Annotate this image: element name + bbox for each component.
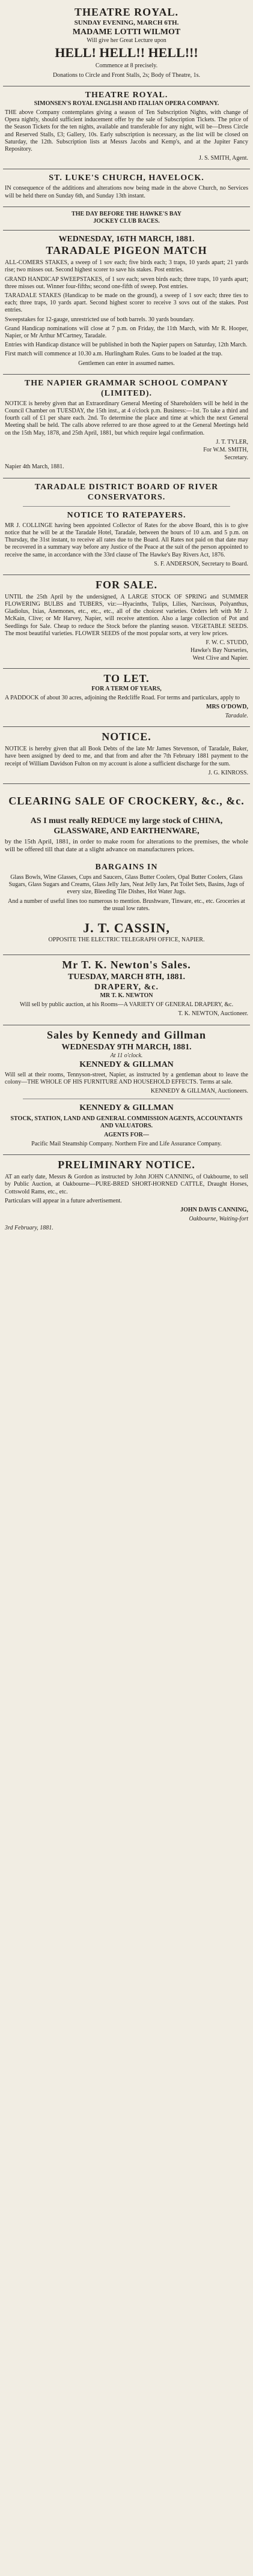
ad-signature: T. K. NEWTON, Auctioneer. — [178, 1010, 248, 1018]
sale-time: At 11 o'clock. — [110, 1052, 143, 1059]
lecture-line: Will give her Great Lecture upon — [87, 37, 166, 44]
sweepstake-rule: Sweepstakes for 12-gauge, unrestricted use of both barrels. 30 yards boundary. — [5, 316, 195, 323]
ad-body: NOTICE is hereby given that all Book Debts of the late Mr James Stevenson, of Taradale, Baker, have been assigned by deed to me, and that from and after the 7th February 1881 payment to the receipt of William Davidson Fulton on my account is alone a sufficient discharge for the sum. — [5, 746, 248, 767]
ad-body: MR J. COLLINGE having been appointed Collector of Rates for the above Board, this is to give notice that he will be at the Taradale Hotel, Taradale, between the hours of 10 a.m. and 5 p.m. on Thursday, the 31st instant, to receive all rates due to the Board. All Rates not paid on that date may be recovered in a summary way before any Justice of the Peace at the suit of the person appointed to receive the same, in accordance with the 33rd clause of The Hawke's Bay Rivers Act, 1876. — [5, 522, 248, 558]
sig-line-1: F. W. C. STUDD, — [206, 639, 248, 646]
ad-header: TARADALE DISTRICT BOARD OF RIVER CONSERVATORS. — [34, 482, 219, 502]
ad-header: THEATRE ROYAL. — [85, 90, 168, 100]
particulars: Particulars will appear in a future advertisement. — [5, 1197, 122, 1204]
sale-title: DRAPERY, &c. — [94, 982, 159, 992]
ad-header: Sales by Kennedy and Gillman — [46, 1028, 207, 1041]
nominations: Grand Handicap nominations will close at 7 p.m. on Friday, the 11th March, with Mr R. Hooper, Napier, or Mr Arthur M'Cartney, Taradale. — [5, 325, 248, 339]
notice-date: Napier 4th March, 1881. — [5, 463, 64, 471]
divider — [23, 506, 230, 507]
church-notice-ad — [3, 169, 250, 207]
for-sale-ad — [3, 575, 250, 669]
ad-place: Oakbourne, Waiting-fort — [189, 1216, 248, 1223]
auctioneer-name: MR T. K. NEWTON — [100, 992, 153, 1000]
merchant-name: J. T. CASSIN, — [83, 920, 170, 935]
commence-time: Commence at 8 precisely. — [95, 62, 158, 70]
ad-header: CLEARING SALE OF CROCKERY, &c., &c. — [8, 794, 245, 807]
admission-prices: Donations to Circle and Front Stalls, 2s; Body of Theatre, 1s. — [52, 71, 201, 79]
ad-date: 3rd February, 1881. — [5, 1225, 53, 1232]
ad-signature: J. S. SMITH, Agent. — [199, 155, 248, 162]
theatre-lecture-ad — [3, 2, 250, 86]
ad-header: FOR SALE. — [95, 578, 158, 591]
kennedy-gillman-ad — [3, 1025, 250, 1156]
match-title: TARADALE PIGEON MATCH — [46, 244, 207, 257]
ad-body: Will sell at their rooms, Tennyson-street, Napier, as instructed by a gentleman about to leave the colony—THE WHOLE OF HIS FURNITURE AND HOUSEHOLD EFFECTS. Terms at sale. — [5, 1071, 248, 1086]
intro: AS I must really REDUCE my large stock of CHINA, GLASSWARE, AND EARTHENWARE, — [30, 816, 223, 836]
ad-signature: MRS O'DOWD, — [206, 703, 248, 710]
ad-header: PRELIMINARY NOTICE. — [58, 1159, 195, 1171]
ad-header: TO LET. — [103, 672, 150, 684]
firm-name: KENNEDY & GILLMAN — [79, 1060, 174, 1069]
preliminary-notice-ad — [3, 1155, 250, 1238]
ad-signature: S. F. ANDERSON, Secretary to Board. — [154, 560, 248, 567]
debts-notice-ad — [3, 727, 250, 784]
sig-name: J. T. TYLER, — [216, 438, 248, 445]
match-date: WEDNESDAY, 16TH MARCH, 1881. — [58, 235, 195, 244]
company-name: SIMONSEN'S ROYAL ENGLISH AND ITALIAN OPERA COMPANY. — [34, 100, 219, 107]
sig-line-3: West Clive and Napier. — [192, 655, 248, 662]
jockey-line-2: JOCKEY CLUB RACES. — [93, 218, 160, 225]
taradale-stakes: TARADALE STAKES (Handicap to be made on the ground), a sweep of 1 sov each; three ties to each; three traps, 10 yards apart. Second highest scorer to receive 3 sovs out of the stakes. Post entries. — [5, 292, 248, 314]
ad-body: AT an early date, Messrs & Gordon as instructed by John JOHN CANNING, of Oakbourne, to sell by Public Auction, at Oakbourne—PURE-BRED SHORT-HORNED CATTLE, Draught Horses, Cottswold Rams, etc., etc. — [5, 1174, 248, 1195]
ad-body: IN consequence of the additions and alterations now being made in the above Church, no Services will be held there on Sunday 6th, and Sunday 13th instant. — [5, 185, 248, 199]
auctioneers: KENNEDY & GILLMAN, Auctioneers. — [150, 1088, 248, 1095]
ad-header: THEATRE ROYAL. — [74, 6, 179, 18]
ad-signature: JOHN DAVIS CANNING, — [180, 1206, 248, 1213]
bargains-list: Glass Bowls, Wine Glasses, Cups and Saucers, Glass Butter Coolers, Opal Butter Coolers, Glass Sugars, Glass Sugars and Creams, Glass Jelly Jars, Neat Jelly Jars, Pat Toilet Sets, Basins, Jugs of every size, Bleeding Tile Dishes, Hot Water Jugs. — [8, 873, 245, 896]
ad-subheader: FOR A TERM OF YEARS, — [91, 685, 162, 692]
clearing-sale-ad — [3, 784, 250, 955]
sale-date: TUESDAY, MARCH 8TH, 1881. — [68, 972, 185, 982]
ad-header: Mr T. K. Newton's Sales. — [62, 958, 191, 971]
performer-name: MADAME LOTTI WILMOT — [72, 28, 181, 37]
river-board-ad — [3, 478, 250, 575]
firm-name-2: KENNEDY & GILLMAN — [79, 1103, 174, 1113]
ad-header: THE NAPIER GRAMMAR SCHOOL COMPANY (LIMITED). — [24, 378, 229, 398]
ad-subheader: SUNDAY EVENING, MARCH 6TH. — [74, 19, 179, 26]
sig-for: For W.M. SMITH, — [203, 446, 248, 453]
agents-for: AGENTS FOR— — [104, 1131, 149, 1138]
signature-block — [5, 439, 248, 462]
start-time: First match will commence at 10.30 a.m. Hurlingham Rules. Guns to be loaded at the trap. — [5, 351, 223, 358]
sig-line-2: Hawke's Bay Nurseries, — [191, 647, 248, 654]
gentlemen-note: Gentlemen can enter in assumed names. — [78, 360, 175, 367]
all-comers-stakes: ALL-COMERS STAKES, a sweep of 1 sov each; five birds each; 3 traps, 10 yards apart; 21 yards rise; two misses out. Second highest scorer to save his stakes. Post entries. — [5, 259, 248, 274]
ad-body: A PADDOCK of about 30 acres, adjoining the Redcliffe Road. For terms and particulars, apply to — [5, 694, 240, 701]
jockey-club-ad — [3, 207, 250, 231]
sig-title: Secretary. — [224, 454, 248, 462]
ad-header: ST. LUKE'S CHURCH, HAVELOCK. — [49, 173, 204, 183]
sale-date: WEDNESDAY 9TH MARCH, 1881. — [61, 1042, 192, 1052]
agents-desc: STOCK, STATION, LAND AND GENERAL COMMISSION AGENTS, ACCOUNTANTS AND VALUATORS. — [10, 1115, 243, 1129]
lecture-title: HELL! HELL!! HELL!!! — [55, 44, 198, 60]
ad-body: Will sell by public auction, at his Rooms—A VARIETY OF GENERAL DRAPERY, &c. — [19, 1001, 234, 1009]
jockey-line-1: THE DAY BEFORE THE HAWKE'S BAY — [72, 210, 181, 217]
ad-header: NOTICE. — [102, 731, 151, 743]
ad-body: NOTICE is hereby given that an Extraordinary General Meeting of Shareholders will be held in the Council Chamber on TUESDAY, the 15th inst., at 4 o'clock p.m. Business:—1st. To take a third and fourth call of £1 per share each. 2nd. To determine the place and time at which the next General Meeting shall be held. The calls above referred to are those agreed to at the General Meetings held on the 15th May, 1878, and 25th April, 1881, but which require legal confirmation. — [5, 400, 248, 436]
grammar-school-ad — [3, 375, 250, 478]
opera-company-ad — [3, 86, 250, 170]
notice-title: NOTICE TO RATEPAYERS. — [67, 510, 186, 520]
other-lines: And a number of useful lines too numerous to mention. Brushware, Tinware, etc., etc. Groceries at the usual low rates. — [8, 897, 245, 912]
signature-block — [5, 639, 248, 663]
merchant-address: OPPOSITE THE ELECTRIC TELEGRAPH OFFICE, NAPIER. — [48, 936, 205, 943]
bargains-title: BARGAINS IN — [95, 862, 158, 872]
ad-signature: J. G. KINROSS. — [208, 769, 248, 776]
grand-handicap: GRAND HANDICAP SWEEPSTAKES, of 1 sov each; seven birds each; three traps, 10 yards apart; three misses out. Winner four-fifths; second one-fifth of sweep. Post entries. — [5, 276, 248, 290]
to-let-ad — [3, 669, 250, 728]
ad-body: THE above Company contemplates giving a season of Ten Subscription Nights, with change of Opera nightly, should sufficient inducement offer by the sale of Subscription Tickets. The price of the Season Tickets for the ten nights, available and transferable for any night, will be—Dress Circle and Reserved Stalls, £3; Gallery, 10s. Early subscription is necessary, as the list will be closed on Saturday, the 12th. Subscription lists at Messrs Jacobs and Kemp's, and at the Jupiter Fancy Repository. — [5, 109, 248, 153]
ad-body: UNTIL the 25th April by the undersigned, A LARGE STOCK OF SPRING and SUMMER FLOWERING BULBS and TUBERS, viz:—Hyacinths, Tulips, Lilies, Narcissus, Polyanthus, Gladiolus, Ixias, Anemones, etc., etc., etc., all of the choicest varieties. Orders left with Mr J. McKain, Clive; or Mr Harvey, Napier, will receive attention. Also a large collection of Pot and Seedlings for Sale. Cheap to reduce the Stock before the planting season. VEGETABLE SEEDS. The most beautiful varieties. FLOWER SEEDS of the most popular sorts, at very low prices. — [5, 593, 248, 637]
agents-list: Pacific Mail Steamship Company. Northern Fire and Life Assurance Company. — [31, 1141, 222, 1148]
pigeon-match-ad — [3, 231, 250, 374]
handicap-note: Entries with Handicap distance will be published in both the Napier papers on Saturday, 12th March. — [5, 342, 248, 349]
newton-sales-ad — [3, 955, 250, 1025]
sale-terms: by the 15th April, 1881, in order to make room for alterations to the premises, the whole will be offered till that date at a slight advance on manufacturers prices. — [5, 838, 248, 854]
ad-place: Taradale. — [225, 713, 248, 720]
